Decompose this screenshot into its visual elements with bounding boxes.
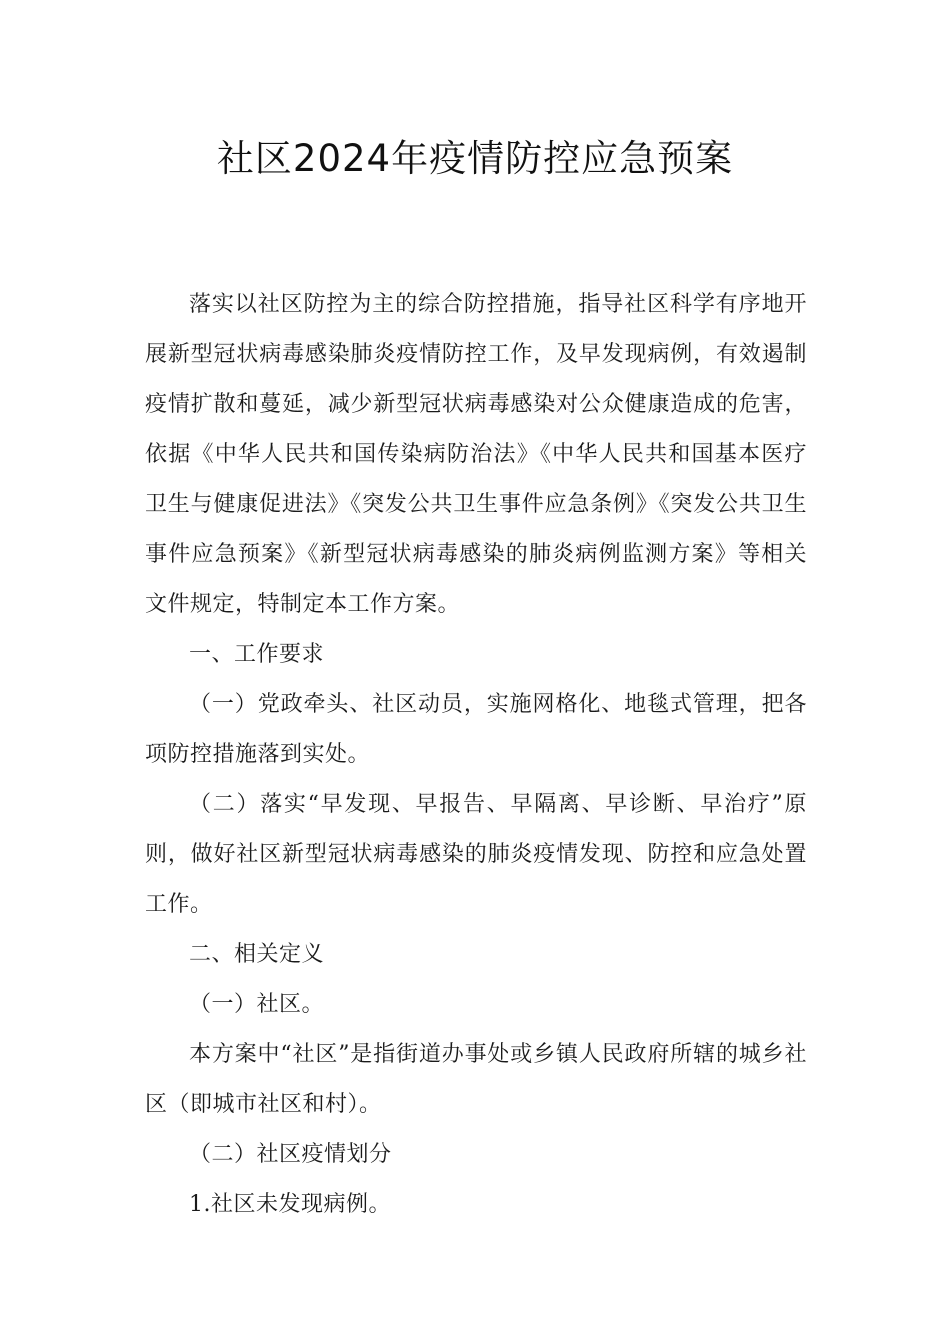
document-body xyxy=(145,280,807,1230)
intro-paragraph: 落实以社区防控为主的综合防控措施，指导社区科学有序地开展新型冠状病毒感染肺炎疫情防控工作，及早发现病例，有效遏制疫情扩散和蔓延，减少新型冠状病毒感染对公众健康造成的危害，依据《中华人民共和国传染病防治法》《中华人民共和国基本医疗卫生与健康促进法》《突发公共卫生事件应急条例》《突发公共卫生事件应急预案》《新型冠状病毒感染的肺炎病例监测方案》等相关文件规定，特制定本工作方案。 xyxy=(145,292,807,617)
classification-item-1: 1.社区未发现病例。 xyxy=(189,1192,391,1217)
section-heading-requirements: 一、工作要求 xyxy=(189,642,325,667)
section-heading-definitions: 二、相关定义 xyxy=(189,942,325,967)
definition-subheading-classification: （二）社区疫情划分 xyxy=(189,1142,392,1167)
requirement-item-2: （二）落实“早发现、早报告、早隔离、早诊断、早治疗”原则，做好社区新型冠状病毒感染的肺炎疫情发现、防控和应急处置工作。 xyxy=(145,792,807,917)
requirement-item-1: （一）党政牵头、社区动员，实施网格化、地毯式管理，把各项防控措施落到实处。 xyxy=(145,692,807,767)
definition-community-text: 本方案中“社区”是指街道办事处或乡镇人民政府所辖的城乡社区（即城市社区和村）。 xyxy=(145,1042,807,1117)
definition-subheading-community: （一）社区。 xyxy=(189,992,325,1017)
document-title: 社区2024年疫情防控应急预案 xyxy=(216,137,734,180)
